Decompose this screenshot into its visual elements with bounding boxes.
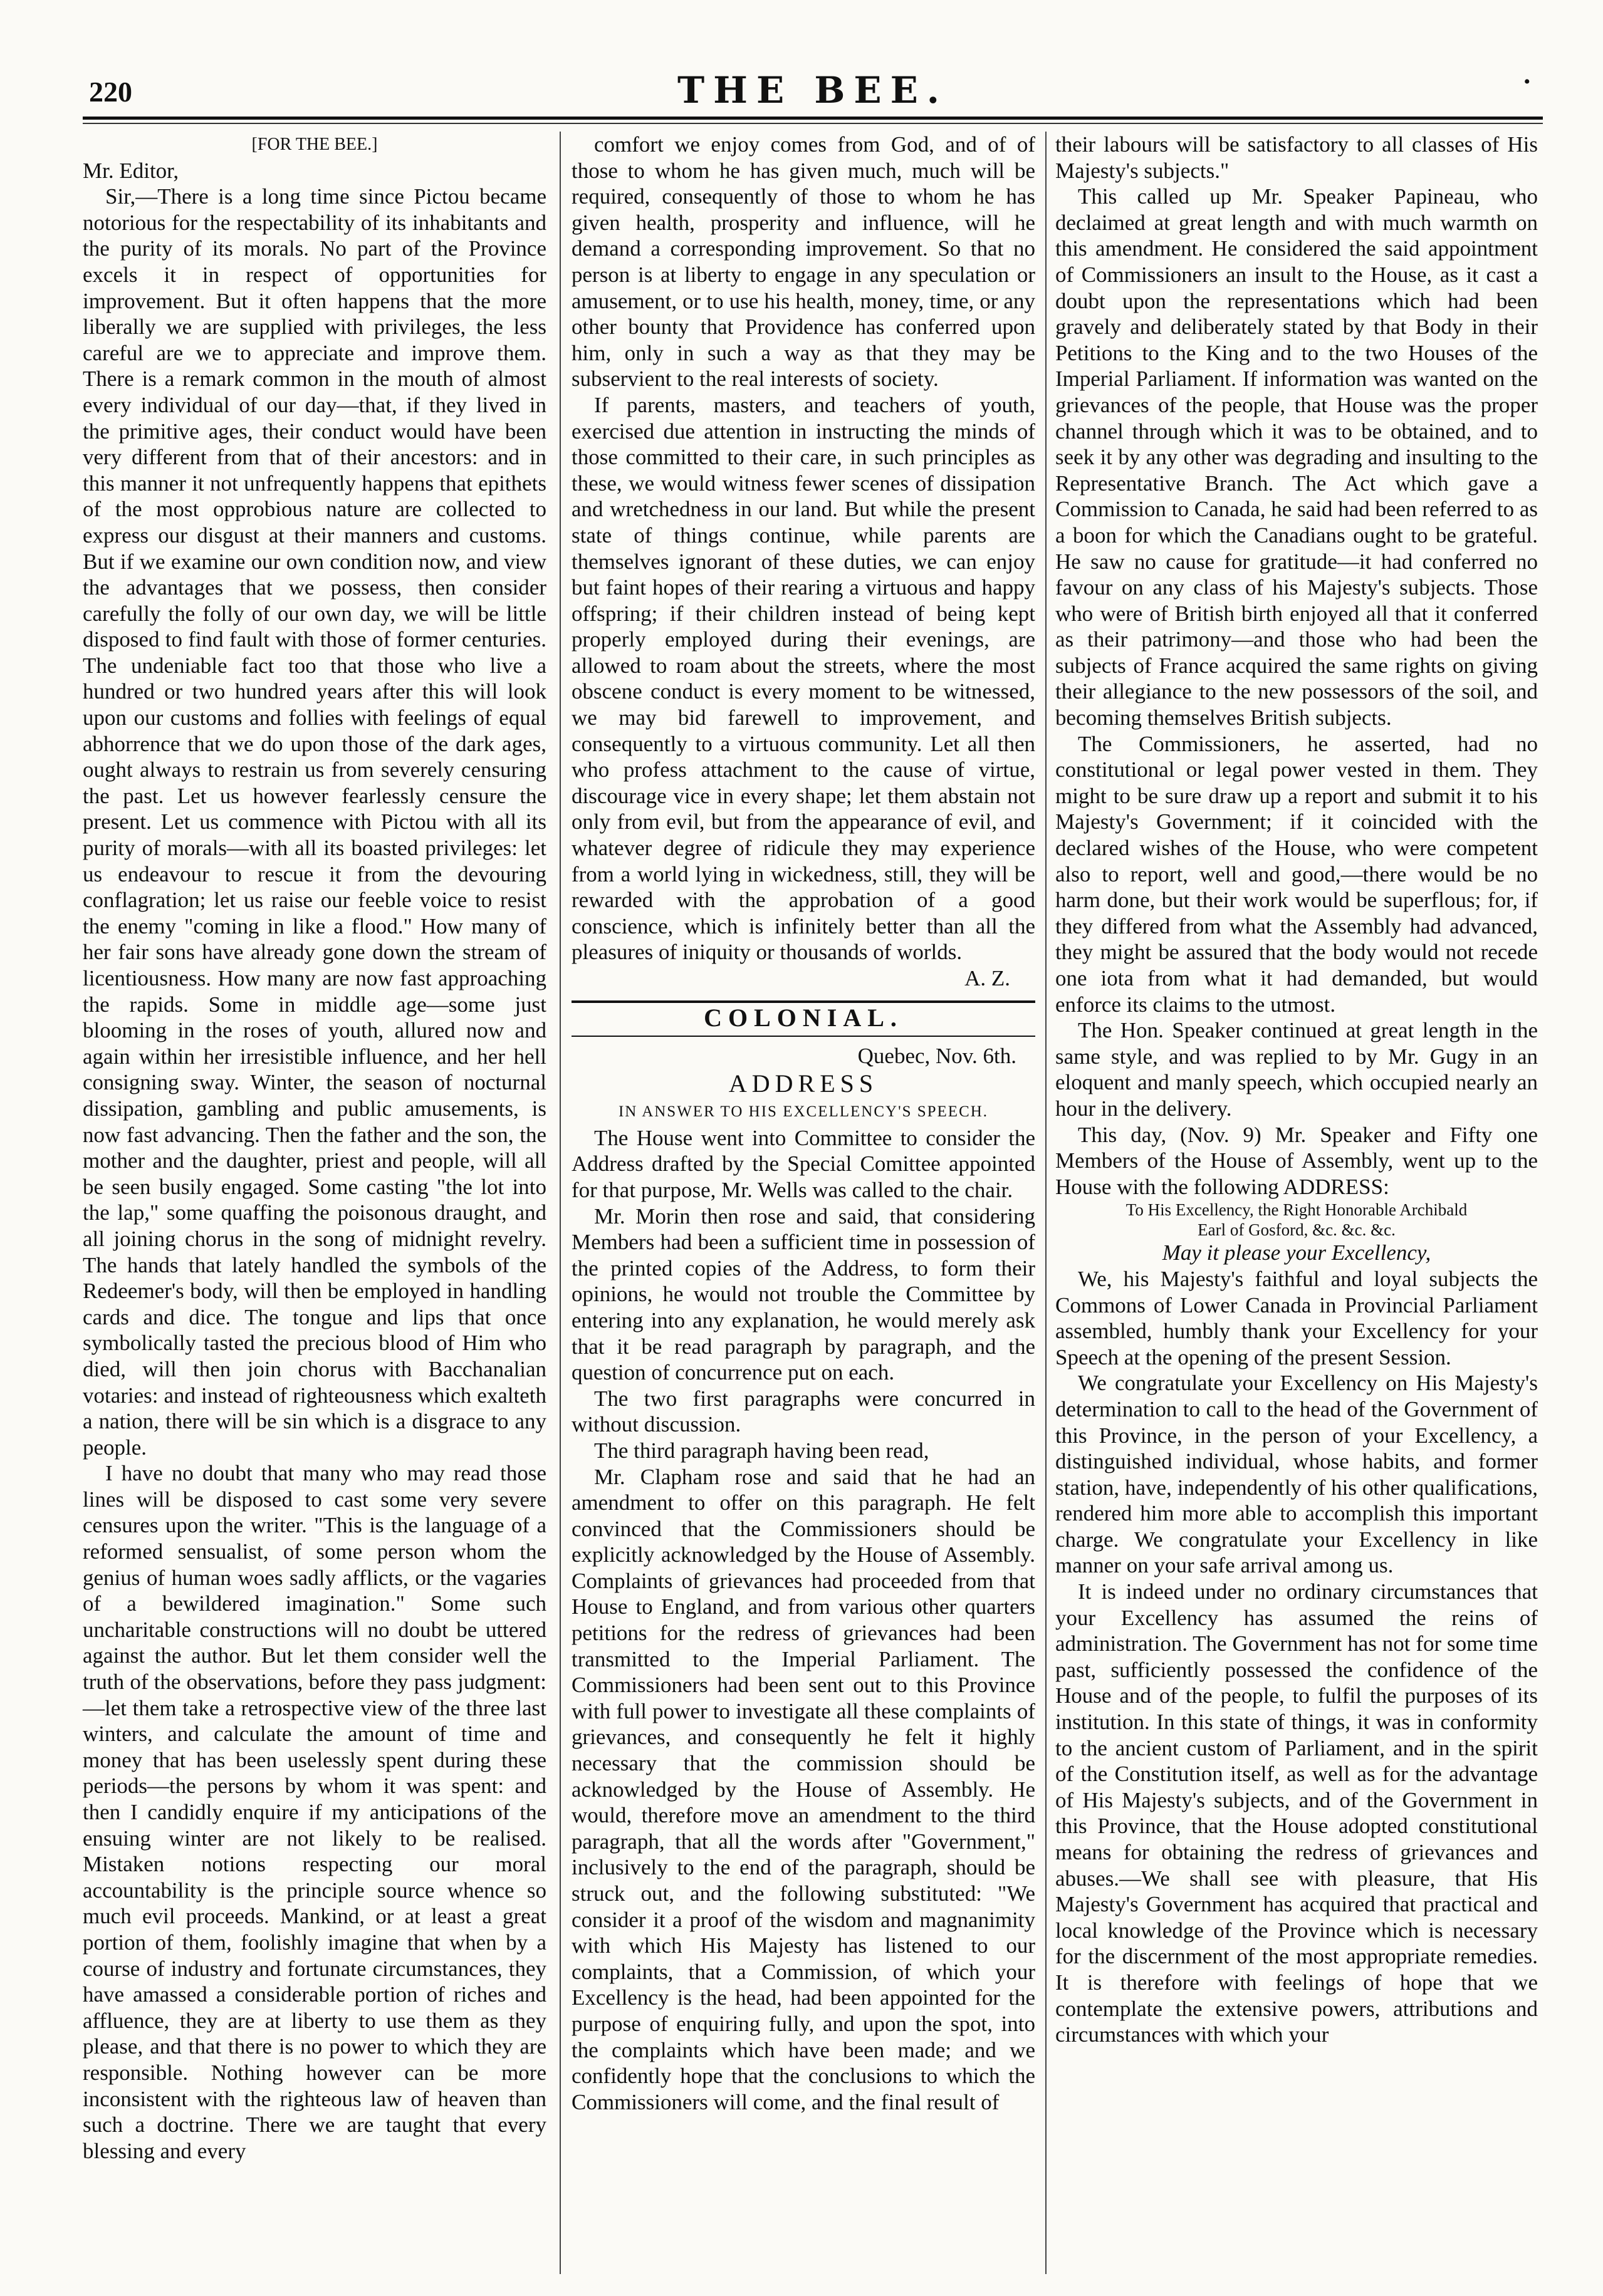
address-recipient-line1: To His Excellency, the Right Honorable Archibald (1125, 1200, 1468, 1220)
article-paragraph: The Commissioners, he asserted, had no constitutional or legal power vested in them. They might to be sure draw up a report and submit it to his Majesty's Government; if it coincided with the declared wishes of the House, who were competent also to report, well and good,—there would be no harm done, but their work would be superflous; for, if they differed from what the Assembly had advanced, they might be assured that the body would not recede one iota from what it had demanded, but would enforce its claims to the utmost. (1055, 731, 1538, 1017)
section-title: COLONIAL. (704, 1003, 903, 1032)
address-greeting-text: May it please your Excellency, (1162, 1240, 1431, 1265)
letter-paragraph: I have no doubt that many who may read those lines will be disposed to cast some very severe censures upon the writer. "This is the language of a reformed sensualist, of some person whom the genius of human woes sadly afflicts, or the vagaries of a bewildered imagination." Some such uncharitable constructions will no doubt be uttered against the author. But let them consider well the truth of the observations, before they pass judgment: —let them take a retrospective view of the three last winters, and calculate the amount of time and money that has been uselessly spent during these periods—the persons by whom it was spent: and then I candidly enquire if my anticipations of the ensuing winter are not likely to be realised. Mistaken notions respecting our moral accountability is the principle source whence so much evil proceeds. Mankind, or at least a great portion of them, foolishly imagine that when by a course of industry and fortunate circumstances, they have amassed a considerable portion of riches and affluence, they are at liberty to use them as they please, and that there is no power to which they are responsible. Nothing however can be more inconsistent with the righteous law of heaven than such a doctrine. There we are taught that every blessing and every (83, 1461, 546, 2163)
article-paragraph: their labours will be satisfactory to all classes of His Majesty's subjects." (1055, 132, 1538, 183)
article-paragraph: The Hon. Speaker continued at great length in the same style, and was replied to by Mr. Gugy in an eloquent and manly speech, which occupied nearly an hour in the delivery. (1055, 1018, 1538, 1121)
dateline: Quebec, Nov. 6th. (857, 1043, 1016, 1068)
address-paragraph: We congratulate your Excellency on His Majesty's determination to call to the head of the Government of this Province, in the person of your Excellency, a distinguished individual, whose habits, and former station, have, independently of his other qualifications, rendered him more able to accomplish this important charge. We congratulate your Excellency in like manner on your safe arrival among us. (1055, 1371, 1538, 1578)
article-subtitle: IN ANSWER TO HIS EXCELLENCY'S SPEECH. (618, 1103, 989, 1121)
article-paragraph: This called up Mr. Speaker Papineau, who declaimed at great length and with much warmth on this amendment. He considered the said appointment of Commissioners an insult to the House, as it cast a doubt upon the representations which had been gravely and deliberately stated by that Body in their Petitions to the King and to the two Houses of the Imperial Parliament. If information was wanted on the grievances of the people, that House was the proper channel through which it was to be obtained, and to seek it by any other was degrading and insulting to the Representative Branch. The Act which gave a Commission to Canada, he said had been referred to as a boon for which the Canadians ought to be grateful. He saw no cause for gratitude—it had conferred no favour on any class of his Majesty's subjects. Those who were of British birth enjoyed all that it conferred as their patrimony—and those who had been the subjects of France acquired the same rights on giving their allegiance to the new possessors of the soil, and becoming themselves British subjects. (1055, 184, 1538, 730)
letter-byline: [FOR THE BEE.] (251, 135, 378, 154)
letter-paragraph: comfort we enjoy comes from God, and of of those to whom he has given much, much will be required, consequently of those to whom he has given health, prosperity and influence, will he demand a corresponding improvement. So that no person is at liberty to engage in any speculation or amusement, or to use his health, money, time, or any other bounty that Providence has conferred upon him, only in such a way as that they may be subservient to the real interests of society. (572, 132, 1035, 392)
address-recipient-line2: Earl of Gosford, &c. &c. &c. (1198, 1220, 1396, 1240)
column-2 (572, 132, 1035, 2115)
header-rule (83, 117, 1543, 120)
section-rule-thin (572, 1036, 1035, 1037)
article-paragraph: The House went into Committee to consider the Address drafted by the Special Comittee appointed for that purpose, Mr. Wells was called to the chair. (572, 1125, 1035, 1202)
article-paragraph: The two first paragraphs were concurred in without discussion. (572, 1386, 1035, 1437)
article-title: ADDRESS (728, 1069, 879, 1098)
article-paragraph: Mr. Morin then rose and said, that considering Members had been a sufficient time in possession of the printed copies of the Address, to form their opinions, he would not trouble the Committee by entering into any explanation, he would merely ask that it be read paragraph by paragraph, and the question of concurrence put on each. (572, 1203, 1035, 1385)
address-paragraph: It is indeed under no ordinary circumstances that your Excellency has assumed the reins of administration. The Government has not for some time past, sufficiently possessed the confidence of the House and of the people, to fulfil the purposes of its institution. In this state of things, it was in conformity to the ancient custom of Parliament, and in the spirit of the Constitution itself, as well as for the advantage of His Majesty's subjects, and of the Government in this Province, that the House adopted constitutional means for obtaining the redress of grievances and abuses.—We shall see with pleasure, that His Majesty's Government has acquired that practical and local knowledge of the Province which is necessary for the discernment of the most appropriate remedies. It is therefore with feelings of hope that we contemplate the extensive powers, attributions and circumstances with which your (1055, 1579, 1538, 2047)
letter-paragraph: If parents, masters, and teachers of youth, exercised due attention in instructing the minds of those committed to their care, in such principles as these, we would witness fewer scenes of dissipation and wretchedness in our land. But while the present state of things continue, while parents are themselves ignorant of these duties, we can enjoy but faint hopes of their rearing a virtuous and happy offspring; if their children instead of being kept properly employed during their evenings, are allowed to roam about the streets, where the most obscene conduct is every moment to be witnessed, we may bid farewell to improvement, and consequently to a virtuous community. Let all then who profess attachment to the cause of virtue, discourage vice in every shape; let them abstain not only from evil, but from the appearance of evil, and whatever degree of ridicule they may experience from a world lying in wickedness, still, they will be rewarded with the approbation of a good conscience, which is infinitely better than all the pleasures of iniquity or thousands of worlds. (572, 392, 1035, 965)
address-greeting (1055, 1240, 1538, 1266)
article-paragraph: This day, (Nov. 9) Mr. Speaker and Fifty one Members of the House of Assembly, went up to the House with the following ADDRESS: (1055, 1122, 1538, 1199)
column-divider-2 (1045, 132, 1047, 2274)
page-number: 220 (89, 76, 132, 108)
article-paragraph: Mr. Clapham rose and said that he had an amendment to offer on this paragraph. He felt convinced that the Commissioners should be explicitly acknowledged by the House of Assembly. Complaints of grievances had proceeded from that House to England, and from various other quarters petitions for the redress of grievances had been transmitted to the Imperial Parliament. The Commissioners had been sent out to this Province with full power to investigate all these complaints of grievances, and consequently he felt it highly necessary that the commission should be acknowledged by the House of Assembly. He would, therefore move an amendment to the third paragraph, that all the words after "Government," inclusively to the end of the paragraph, should be struck out, and the following substituted: "We consider it a proof of the wisdom and magnanimity with which His Majesty has listened to our complaints, that a Commission, of which your Excellency is the head, had been appointed for the purpose of enquiring fully, and upon the spot, into the complaints which have been made; and we confidently hope that the conclusions to which the Commissioners will come, and the final result of (572, 1464, 1035, 2114)
address-paragraph: We, his Majesty's faithful and loyal subjects the Commons of Lower Canada in Provincial Parliament assembled, humbly thank your Excellency for your Speech at the opening of the present Session. (1055, 1266, 1538, 1369)
column-1 (83, 132, 546, 2164)
header-rule-thin (83, 123, 1543, 124)
corner-mark: • (1523, 71, 1530, 92)
column-divider-1 (560, 132, 561, 2274)
article-paragraph: The third paragraph having been read, (594, 1438, 929, 1463)
letter-paragraph: Sir,—There is a long time since Pictou became notorious for the respectability of its inhabitants and the purity of its morals. No part of the Province excels it in respect of opportunities for improvement. But it often happens that the more liberally we are supplied with privileges, the less careful are we to appreciate and improve them. There is a remark common in the mouth of almost every individual of our day—that, if they lived in the primitive ages, their conduct would have been very different from that of their ancestors: and in this manner it not unfrequently happens that epithets of the most opprobious nature are collected to express our disgust at their manners and customs. But if we examine our own condition now, and view the advantages that we possess, then consider carefully the folly of our own day, we will be little disposed to find fault with those of former centuries. The undeniable fact too that those who live a hundred or two hundred years after this will look upon our customs and follies with feelings of equal abhorrence that we do upon those of the dark ages, ought always to restrain us from severely censuring the past. Let us however fearlessly censure the present. Let us commence with Pictou with all its purity of morals—with all its boasted privileges: let us endeavour to rescue it from the devouring conflagration; let us raise our feeble voice to resist the enemy "coming in like a flood." How many of her fair sons have already gone down the stream of licentiousness. How many are now fast approaching the rapids. Some in middle age—some just blooming in the roses of youth, allured now and again within her irresistible influence, and her hell consigning sway. Winter, the season of nocturnal dissipation, gambling and public amusements, is now fast advancing. Then the father and the son, the mother and the daughter, priest and people, will all be seen busily engaged. Some casting "the lot into the lap," some quaffing the poisonous draught, and all joining chorus in the song of midnight revelry. The hands that lately handled the symbols of the Redeemer's body, will then be employed in handling cards and dice. The tongue and lips that once symbolically tasted the precious blood of Him who died, will then join chorus with Bacchanalian votaries: and instead of righteousness which exalteth a nation, there will be sin which is a disgrace to any people. (83, 184, 546, 1460)
masthead-title: THE BEE. (677, 69, 948, 112)
letter-salutation: Mr. Editor, (83, 158, 179, 183)
page-header (83, 69, 1543, 113)
column-3 (1055, 132, 1538, 2048)
letter-signature: A. Z. (964, 966, 1010, 990)
